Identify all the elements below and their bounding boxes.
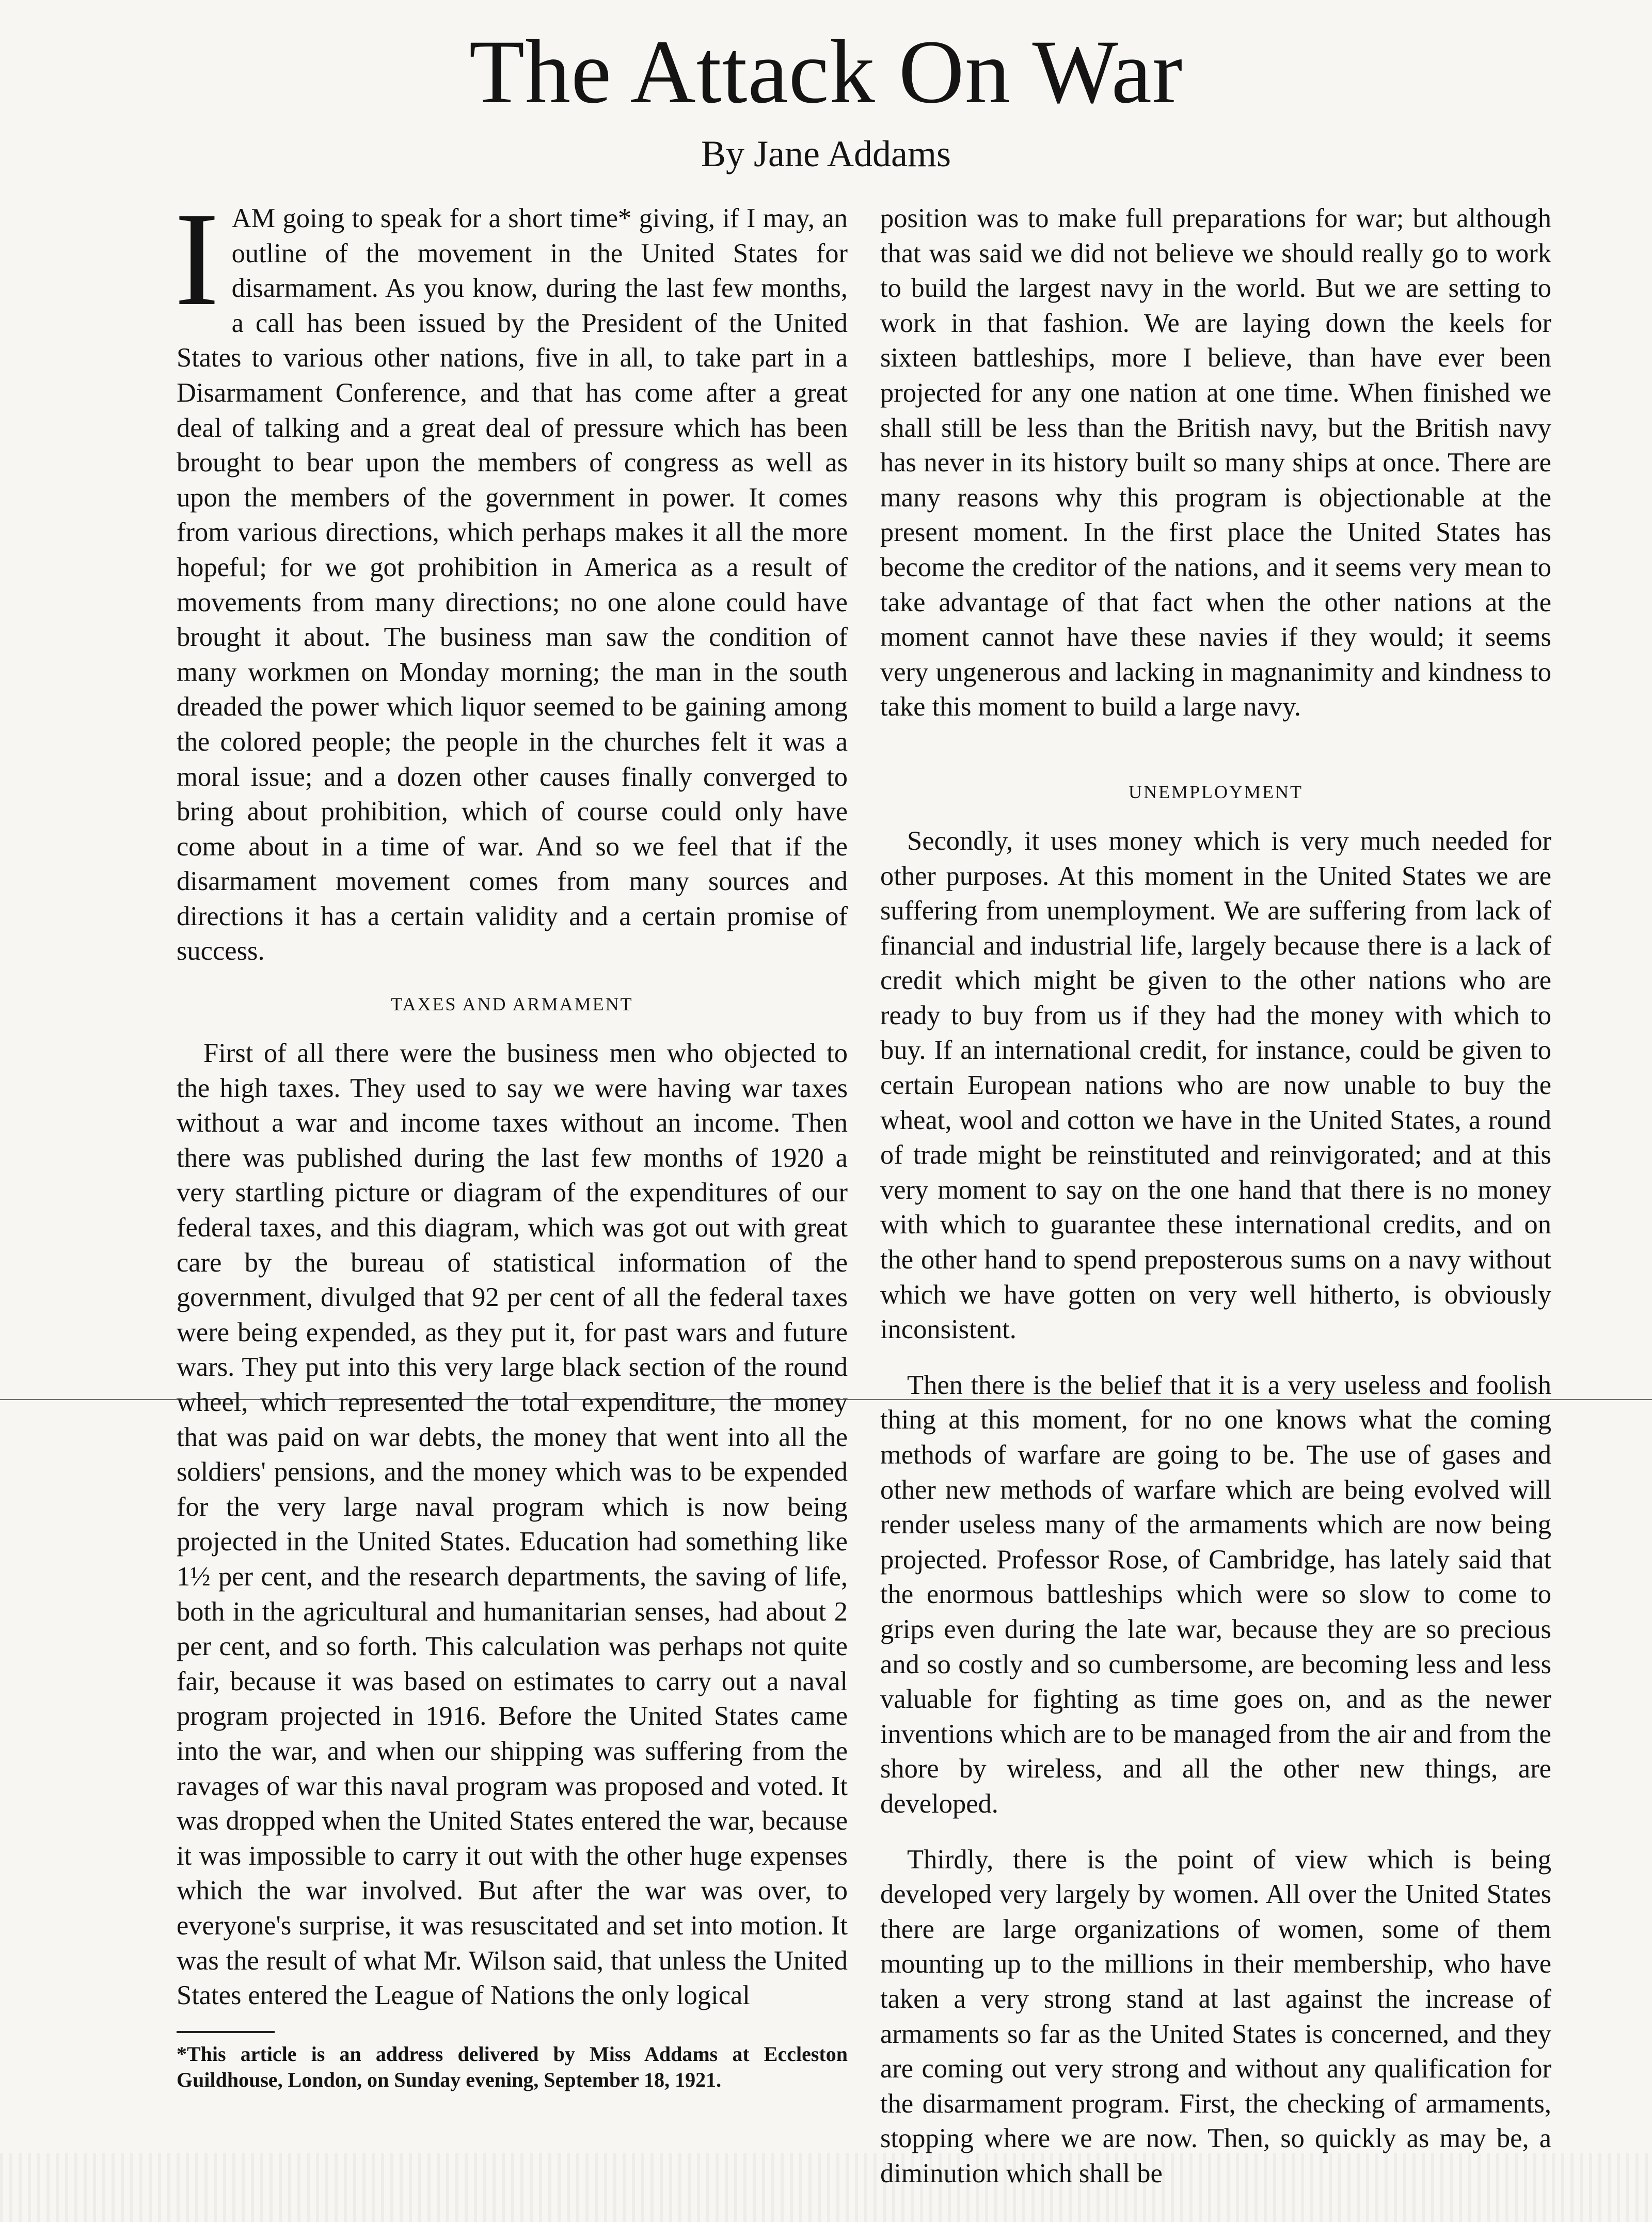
paragraph-gap	[880, 1347, 1551, 1368]
right-column	[880, 201, 1551, 2191]
footnote-rule	[177, 2031, 275, 2033]
opening-paragraph-text: AM going to speak for a short time* giving, if I may, an outline of the movement in the United States for disarmament. As you know, during the last few months, a call has been issued by the President of the United States to various other nations, five in all, to take part in a Disarmament Conference, and that has come after a great deal of talking and a great deal of pressure which has been brought to bear upon the members of congress as well as upon the members of the government in power. It comes from various directions, which perhaps makes it all the more hopeful; for we got prohibition in America as a result of movements from many directions; no one alone could have brought it about. The business man saw the condition of many workmen on Monday morning; the man in the south dreaded the power which liquor seemed to be gaining among the colored people; the people in the churches felt it was a moral issue; and a dozen other causes finally converged to bring about prohibition, which of course could only have come about in a time of war. And so we feel that if the disarmament movement comes from many sources and directions it has a certain validity and a certain promise of success.	[177, 203, 848, 966]
paragraph-warfare-methods: Then there is the belief that it is a very useless and foolish thing at this moment, for no one knows what the coming methods of warfare are going to be. The use of gases and other new methods of warfare which are being evolved will render useless many of the armaments which are now being projected. Professor Rose, of Cambridge, has lately said that the enormous battleships which were so slow to come to grips even during the late war, because they are so precious and so costly and so cumbersome, are becoming less and less valuable for fighting as time goes on, and as the newer inventions which are to be managed from the air and from the shore by wireless, and all the other new things, are developed.	[880, 1370, 1551, 1819]
opening-paragraph	[174, 185, 848, 969]
scan-edge-noise	[0, 2153, 1652, 2222]
footnote: *This article is an address delivered by Miss Addams at Eccleston Guildhouse, London, on Sunday evening, September 18, 1921.	[177, 2042, 848, 2091]
article-title: The Attack On War	[469, 22, 1183, 122]
paragraph-navy: position was to make full preparations for war; but although that was said we did not believe we should really go to work to build the largest navy in the world. But we are setting to work in that fashion. We are laying down the keels for sixteen battleships, more I believe, than have ever been projected for any one nation at one time. When finished we shall still be less than the British navy, but the British navy has never in its history built so many ships at once. There are many reasons why this program is objectionable at the present moment. In the first place the United States has become the creditor of the nations, and it seems very mean to take advantage of that fact when the other nations at the moment cannot have these navies if they would; it seems very ungenerous and lacking in magnanimity and kindness to take this moment to build a large navy.	[880, 203, 1551, 722]
left-column	[174, 185, 848, 2093]
drop-cap: I	[174, 185, 219, 334]
paragraph-gap	[880, 1822, 1551, 1843]
section-heading-unemployment: UNEMPLOYMENT	[1129, 781, 1303, 802]
section-heading-taxes: TAXES AND ARMAMENT	[391, 994, 633, 1015]
scan-crease-line	[0, 1399, 1652, 1400]
paragraph-unemployment: Secondly, it uses money which is very much needed for other purposes. At this moment in the United States we are suffering from unemployment. We are suffering from lack of financial and industrial life, largely because there is a lack of credit which might be given to the other nations who are ready to buy from us if they had the money with which to buy. If an international credit, for instance, could be given to certain European nations who are now unable to buy the wheat, wool and cotton we have in the United States, a round of trade might be reinstituted and reinvigorated; and at this very moment to say on the one hand that there is no money with which to guarantee these international credits, and on the other hand to spend preposterous sums on a navy without which we have gotten on very well hitherto, is obviously inconsistent.	[880, 826, 1551, 1345]
paragraph-women: Thirdly, there is the point of view which is being developed very largely by women. All over the United States there are large organizations of women, some of them mounting up to the millions in their membership, who have taken a very strong stand at last against the increase of armaments so far as the United States is concerned, and they are coming out very strong and without any qualification for the disarmament program. First, the checking of armaments, stopping where we are now. Then, so quickly as may be, a diminution which shall be	[880, 1844, 1551, 2188]
paragraph-taxes: First of all there were the business men who objected to the high taxes. They used to say we were having war taxes without a war and income taxes without an income. Then there was published during the last few months of 1920 a very startling picture or diagram of the expenditures of our federal taxes, and this diagram, which was got out with great care by the bureau of statistical information of the government, divulged that 92 per cent of all the federal taxes were being expended, as they put it, for past wars and future wars. They put into this very large black section of the round wheel, which represented the total expenditure, the money that was paid on war debts, the money that went into all the soldiers' pensions, and the money which was to be expended for the very large naval program which is now being projected in the United States. Education had something like 1½ per cent, and the research departments, the saving of life, both in the agricultural and humanitarian senses, had about 2 per cent, and so forth. This calculation was perhaps not quite fair, because it was based on estimates to carry out a naval program projected in 1916. Before the United States came into the war, and when our shipping was suffering from the ravages of war this naval program was proposed and voted. It was dropped when the United States entered the war, because it was impossible to carry it out with the other huge expenses which the war involved. But after the war was over, to everyone's surprise, it was resuscitated and set into motion. It was the result of what Mr. Wilson said, that unless the United States entered the League of Nations the only logical	[177, 1038, 848, 2011]
article-byline: By Jane Addams	[701, 133, 951, 174]
